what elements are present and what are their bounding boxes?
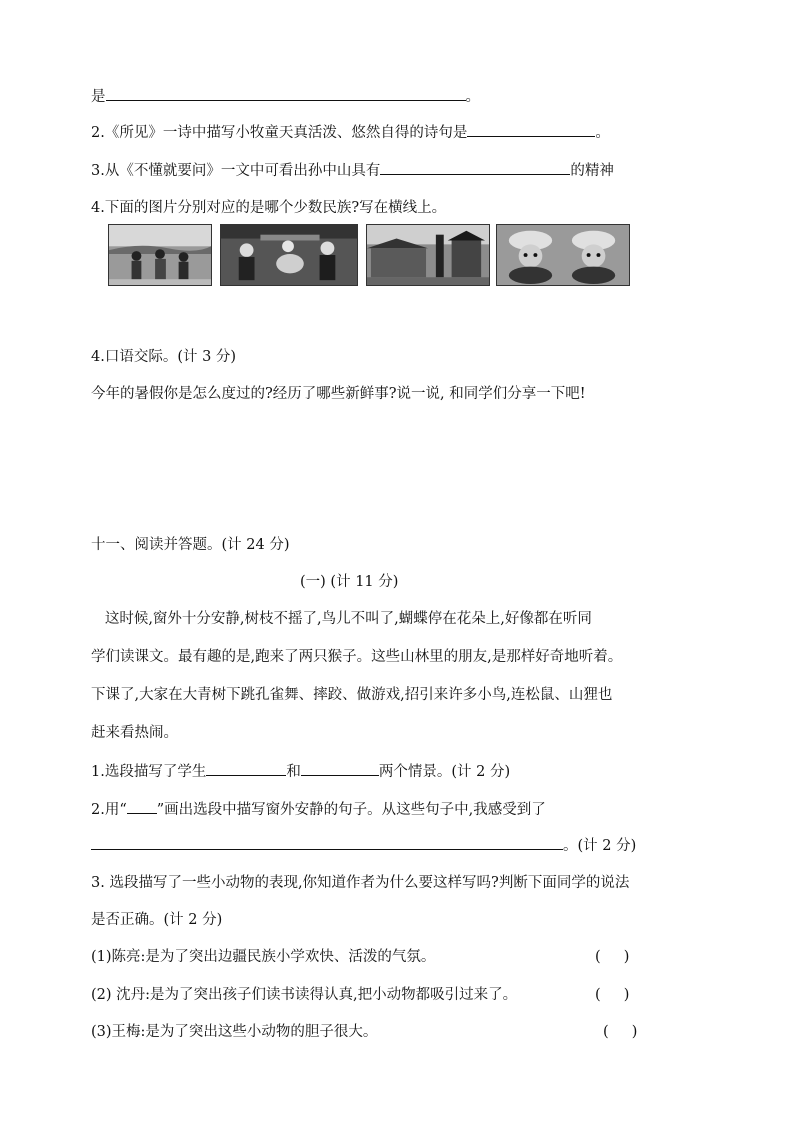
ethnic-photos [108, 224, 630, 286]
reading-question-1 [91, 761, 510, 782]
option-3-text: (3)王梅:是为了突出这些小动物的胆子很大。 [91, 1024, 378, 1040]
passage-line-4: 赶来看热闹。 [91, 725, 178, 741]
blank-q3[interactable] [380, 160, 570, 175]
reading-question-2-answer [91, 835, 636, 856]
reading-question-3-line-1: 3. 选段描写了一些小动物的表现,你知道作者为什么要这样写吗?判断下面同学的说法 [91, 875, 630, 891]
oral-heading: 4.口语交际。(计 3 分) [91, 349, 237, 365]
ethnic-drum-photo [220, 224, 358, 286]
option-3 [91, 1022, 377, 1042]
ethnic-headdress-photo [496, 224, 630, 286]
q3-text: 3.从《不懂就要问》一文中可看出孙中山具有 [91, 163, 381, 179]
question-3 [91, 160, 614, 181]
q1-prefix: 是 [91, 89, 106, 105]
rq2-b: ”画出选段中描写窗外安静的句子。从这些句子中,我感受到了 [156, 802, 546, 818]
reading-question-3-line-2: 是否正确。(计 2 分) [91, 912, 223, 928]
oral-prompt: 今年的暑假你是怎么度过的?经历了哪些新鲜事?说一说, 和同学们分享一下吧! [91, 386, 586, 402]
reading-question-2 [91, 799, 546, 820]
blank-rq2[interactable] [91, 835, 563, 850]
q1-suffix: 。 [465, 89, 480, 105]
option-3-paren[interactable]: ( ) [603, 1024, 638, 1040]
option-2-text: (2) 沈丹:是为了突出孩子们读书读得认真,把小动物都吸引过来了。 [91, 987, 518, 1003]
blank-q1[interactable] [106, 86, 466, 101]
blank-rq1-a[interactable] [206, 761, 286, 776]
blank-rq1-b[interactable] [301, 761, 379, 776]
option-1-paren[interactable]: ( ) [595, 949, 630, 965]
option-1-text: (1)陈亮:是为了突出边疆民族小学欢快、活泼的气氛。 [91, 949, 436, 965]
passage-line-1: 这时候,窗外十分安静,树枝不摇了,鸟儿不叫了,蝴蝶停在花朵上,好像都在听同 [91, 611, 592, 627]
underline-sample [127, 799, 157, 814]
option-2-paren[interactable]: ( ) [595, 987, 630, 1003]
q2-suffix: 。 [595, 125, 610, 141]
blank-q2[interactable] [467, 122, 595, 137]
question-2 [91, 122, 610, 143]
ethnic-building-photo [366, 224, 490, 286]
section-11-heading: 十一、阅读并答题。(计 24 分) [91, 537, 290, 553]
rq1-b: 和 [286, 764, 301, 780]
option-1 [91, 947, 435, 967]
rq2-end: 。(计 2 分) [563, 838, 637, 854]
passage-line-2: 学们读课文。最有趣的是,跑来了两只猴子。这些山林里的朋友,是那样好奇地听着。 [91, 649, 623, 665]
answer-line-q1 [91, 86, 480, 107]
option-2 [91, 985, 517, 1005]
question-4: 4.下面的图片分别对应的是哪个少数民族?写在横线上。 [91, 200, 447, 216]
ethnic-dance-photo [108, 224, 212, 286]
passage-line-3: 下课了,大家在大青树下跳孔雀舞、摔跤、做游戏,招引来许多小鸟,连松鼠、山狸也 [91, 687, 613, 703]
rq1-a: 1.选段描写了学生 [91, 764, 207, 780]
q2-text: 2.《所见》一诗中描写小牧童天真活泼、悠然自得的诗句是 [91, 125, 468, 141]
q3-suffix: 的精神 [570, 163, 614, 179]
section-11-subheading: (一) (计 11 分) [300, 574, 399, 590]
rq2-a: 2.用“ [91, 802, 127, 818]
rq1-c: 两个情景。(计 2 分) [378, 764, 511, 780]
